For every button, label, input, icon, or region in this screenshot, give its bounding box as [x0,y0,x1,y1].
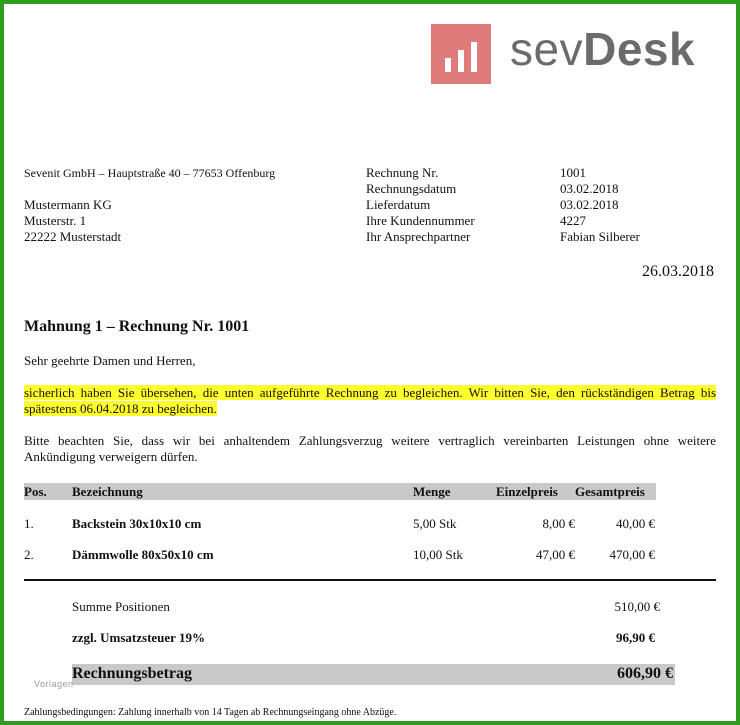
row-pos: 1. [24,516,34,531]
meta-label-contact: Ihr Ansprechpartner [366,229,471,244]
total-value: 606,90 € [617,665,673,682]
meta-value-invoice-no: 1001 [560,165,586,180]
reminder-paragraph [24,385,716,417]
row-pos: 2. [24,547,34,562]
row-qty: 10,00 Stk [413,547,463,562]
meta-value-customer-no: 4227 [560,213,586,228]
row-total-price: 470,00 € [609,547,655,562]
sevdesk-logo-text: sevDesk [510,23,696,75]
greeting: Sehr geehrte Damen und Herren, [24,353,196,368]
meta-value-delivery-date: 03.02.2018 [560,197,619,212]
sender-line: Sevenit GmbH – Hauptstraße 40 – 77653 Offenburg [24,166,276,180]
document-title: Mahnung 1 – Rechnung Nr. 1001 [24,318,250,335]
row-unit-price: 8,00 € [542,516,575,531]
watermark: Vorlagen [34,679,74,689]
total-label: Rechnungsbetrag [72,665,193,682]
th-total-price: Gesamtpreis [575,484,645,499]
tax-value: 96,90 € [616,630,655,645]
document-date: 26.03.2018 [642,263,714,280]
payment-terms-footer: Zahlungsbedingungen: Zahlung innerhalb von 14 Tagen ab Rechnungseingang ohne Abzüge. [24,707,397,718]
th-pos: Pos. [24,484,47,499]
tax-label: zzgl. Umsatzsteuer 19% [72,630,205,645]
recipient-city: 22222 Musterstadt [24,229,122,244]
subtotal-label: Summe Positionen [72,599,170,614]
subtotal-value: 510,00 € [614,599,660,614]
sevdesk-logo-icon [431,24,491,84]
recipient-name: Mustermann KG [24,197,112,212]
row-qty: 5,00 Stk [413,516,457,531]
th-qty: Menge [413,484,451,499]
row-total-price: 40,00 € [616,516,655,531]
th-desc: Bezeichnung [72,484,143,499]
meta-label-delivery-date: Lieferdatum [366,197,431,212]
meta-value-contact: Fabian Silberer [560,229,640,244]
highlighted-text: sicherlich haben Sie übersehen, die unten aufgeführte Rechnung zu begleichen. Wir bitten Sie, den rückständigen Betrag bis spätestens 06.04.2018 zu begleichen. [24,385,716,416]
meta-label-invoice-no: Rechnung Nr. [366,165,439,180]
th-unit-price: Einzelpreis [496,484,558,499]
recipient-street: Musterstr. 1 [24,213,87,228]
meta-label-invoice-date: Rechnungsdatum [366,181,457,196]
meta-value-invoice-date: 03.02.2018 [560,181,619,196]
row-desc: Backstein 30x10x10 cm [72,516,202,531]
meta-label-customer-no: Ihre Kundennummer [366,213,475,228]
table-divider [24,579,716,581]
row-unit-price: 47,00 € [536,547,575,562]
notice-paragraph: Bitte beachten Sie, dass wir bei anhaltendem Zahlungsverzug weitere vertraglich vereinbarten Leistungen ohne weitere Ankündigung verweigern dürfen. [24,433,716,464]
row-desc: Dämmwolle 80x50x10 cm [72,547,214,562]
